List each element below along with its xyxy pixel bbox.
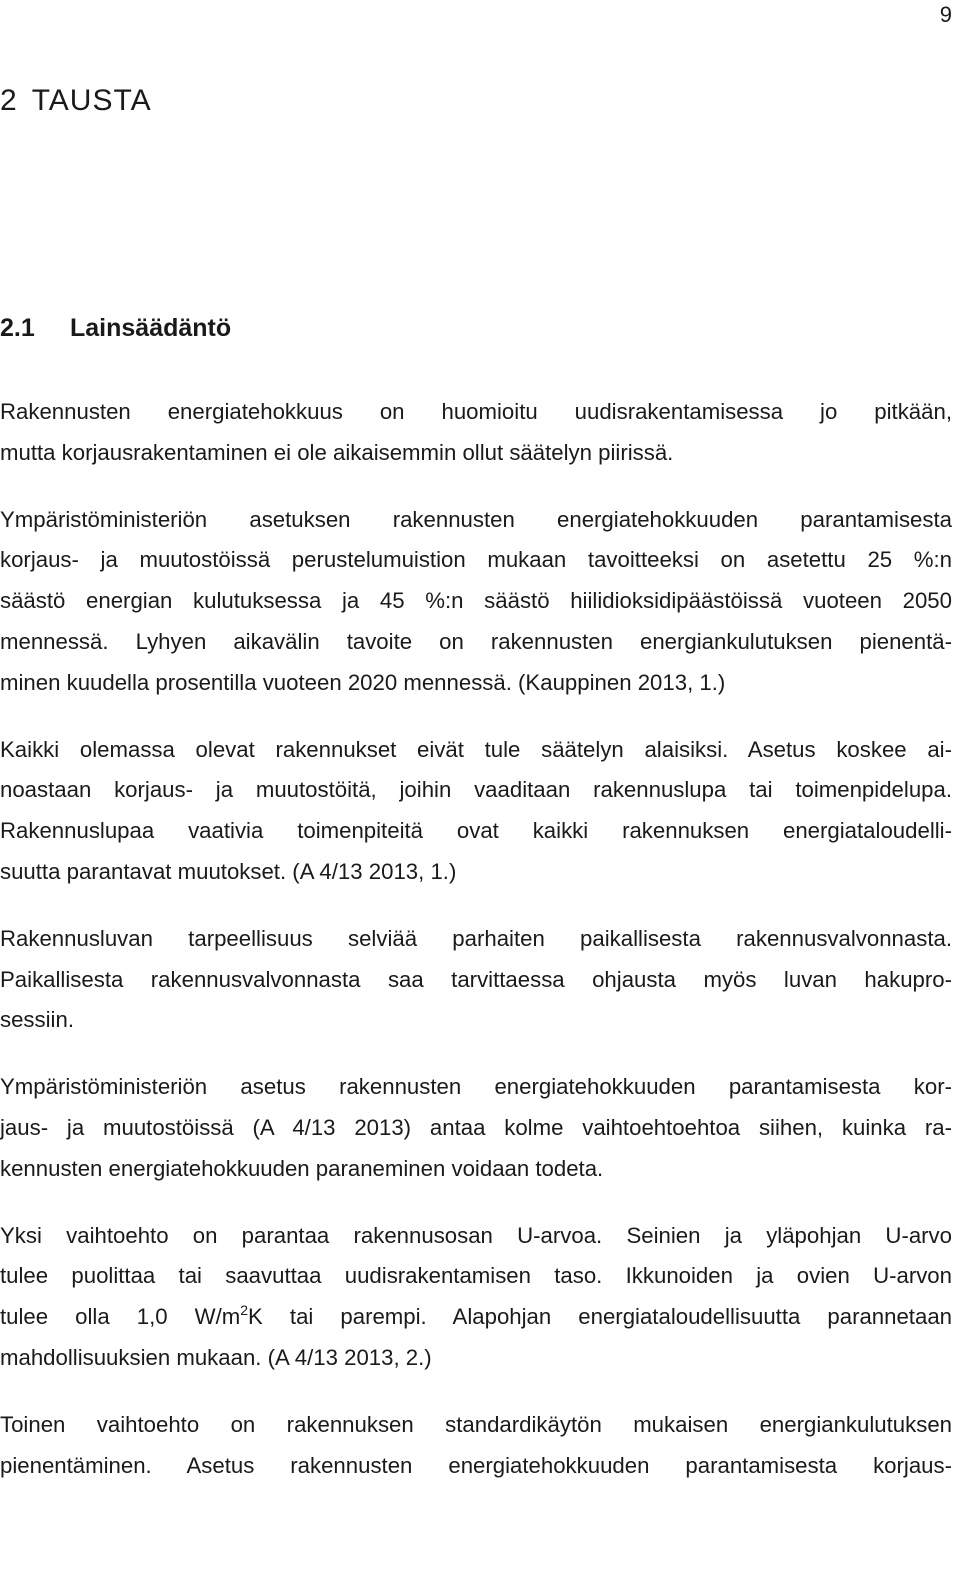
- paragraph-2: [0, 500, 952, 704]
- text-line: Rakennusten energiatehokkuus on huomioitu uudisrakentamisessa jo pitkään,: [0, 399, 952, 424]
- text-line: säästö energian kulutuksessa ja 45 %:n säästö hiilidioksidipäästöissä vuoteen 2050: [0, 588, 952, 614]
- text-line: Yksi vaihtoehto on parantaa rakennusosan U-arvoa. Seinien ja yläpohjan U-arvo: [0, 1222, 952, 1248]
- text-line: jaus- ja muutostöissä (A 4/13 2013) antaa kolme vaihtoehtoehtoa siihen, kuinka ra-: [0, 1114, 952, 1140]
- text-line: noastaan korjaus- ja muutostöitä, joihin vaaditaan rakennuslupa tai toimenpidelupa.: [0, 777, 952, 803]
- text-line: korjaus- ja muutostöissä perustelumuistion mukaan tavoitteeksi on asetettu 25 %:n: [0, 547, 952, 573]
- page-number: 9: [939, 2, 952, 27]
- chapter-number: 2: [0, 84, 18, 117]
- text-line: suutta parantavat muutokset. (A 4/13 2013, 1.): [0, 858, 457, 884]
- text-line: Ympäristöministeriön asetuksen rakennusten energiatehokkuuden parantamisesta: [0, 506, 952, 532]
- paragraph-1: [0, 392, 952, 474]
- text-line: Ympäristöministeriön asetus rakennusten energiatehokkuuden parantamisesta kor-: [0, 1074, 952, 1100]
- text-line: kennusten energiatehokkuuden paraneminen voidaan todeta.: [0, 1155, 604, 1181]
- paragraph-7: [0, 1405, 952, 1487]
- text-line: sessiin.: [0, 1007, 74, 1033]
- text-segment: tulee olla 1,0 W/m: [0, 1304, 241, 1330]
- text-segment: K tai parempi. Alapohjan energiataloudellisuutta parannetaan: [248, 1304, 952, 1330]
- paragraph-5: [0, 1067, 952, 1189]
- section-number: 2.1: [0, 314, 35, 342]
- superscript: 2: [240, 1302, 249, 1319]
- text-line: minen kuudella prosentilla vuoteen 2020 mennessä. (Kauppinen 2013, 1.): [0, 669, 726, 695]
- text-line: Rakennuslupaa vaativia toimenpiteitä ovat kaikki rakennuksen energiataloudelli-: [0, 818, 952, 844]
- text-line: Toinen vaihtoehto on rakennuksen standardikäytön mukaisen energiankulutuksen: [0, 1411, 952, 1437]
- chapter-heading: [0, 84, 152, 118]
- text-line: mahdollisuuksien mukaan. (A 4/13 2013, 2.): [0, 1344, 432, 1370]
- text-line: pienentäminen. Asetus rakennusten energiatehokkuuden parantamisesta korjaus-: [0, 1452, 952, 1478]
- text-line: mutta korjausrakentaminen ei ole aikaisemmin ollut säätelyn piirissä.: [0, 439, 674, 465]
- text-line-with-unit: [0, 1297, 952, 1338]
- text-line: Kaikki olemassa olevat rakennukset eivät tule säätelyn alaisiksi. Asetus koskee ai-: [0, 736, 952, 762]
- text-line: tulee puolittaa tai saavuttaa uudisrakentamisen taso. Ikkunoiden ja ovien U-arvon: [0, 1263, 952, 1289]
- paragraph-3: [0, 730, 952, 893]
- text-line: mennessä. Lyhyen aikavälin tavoite on rakennusten energiankulutuksen pienentä-: [0, 628, 952, 654]
- text-line: Paikallisesta rakennusvalvonnasta saa tarvittaessa ohjausta myös luvan hakupro-: [0, 966, 952, 992]
- section-title: Lainsäädäntö: [70, 314, 232, 342]
- paragraph-6: [0, 1216, 952, 1379]
- section-heading: [0, 314, 231, 343]
- body-text: [0, 392, 952, 1512]
- paragraph-4: [0, 919, 952, 1041]
- text-line: Rakennusluvan tarpeellisuus selviää parhaiten paikallisesta rakennusvalvonnasta.: [0, 925, 952, 951]
- chapter-title: TAUSTA: [31, 84, 152, 117]
